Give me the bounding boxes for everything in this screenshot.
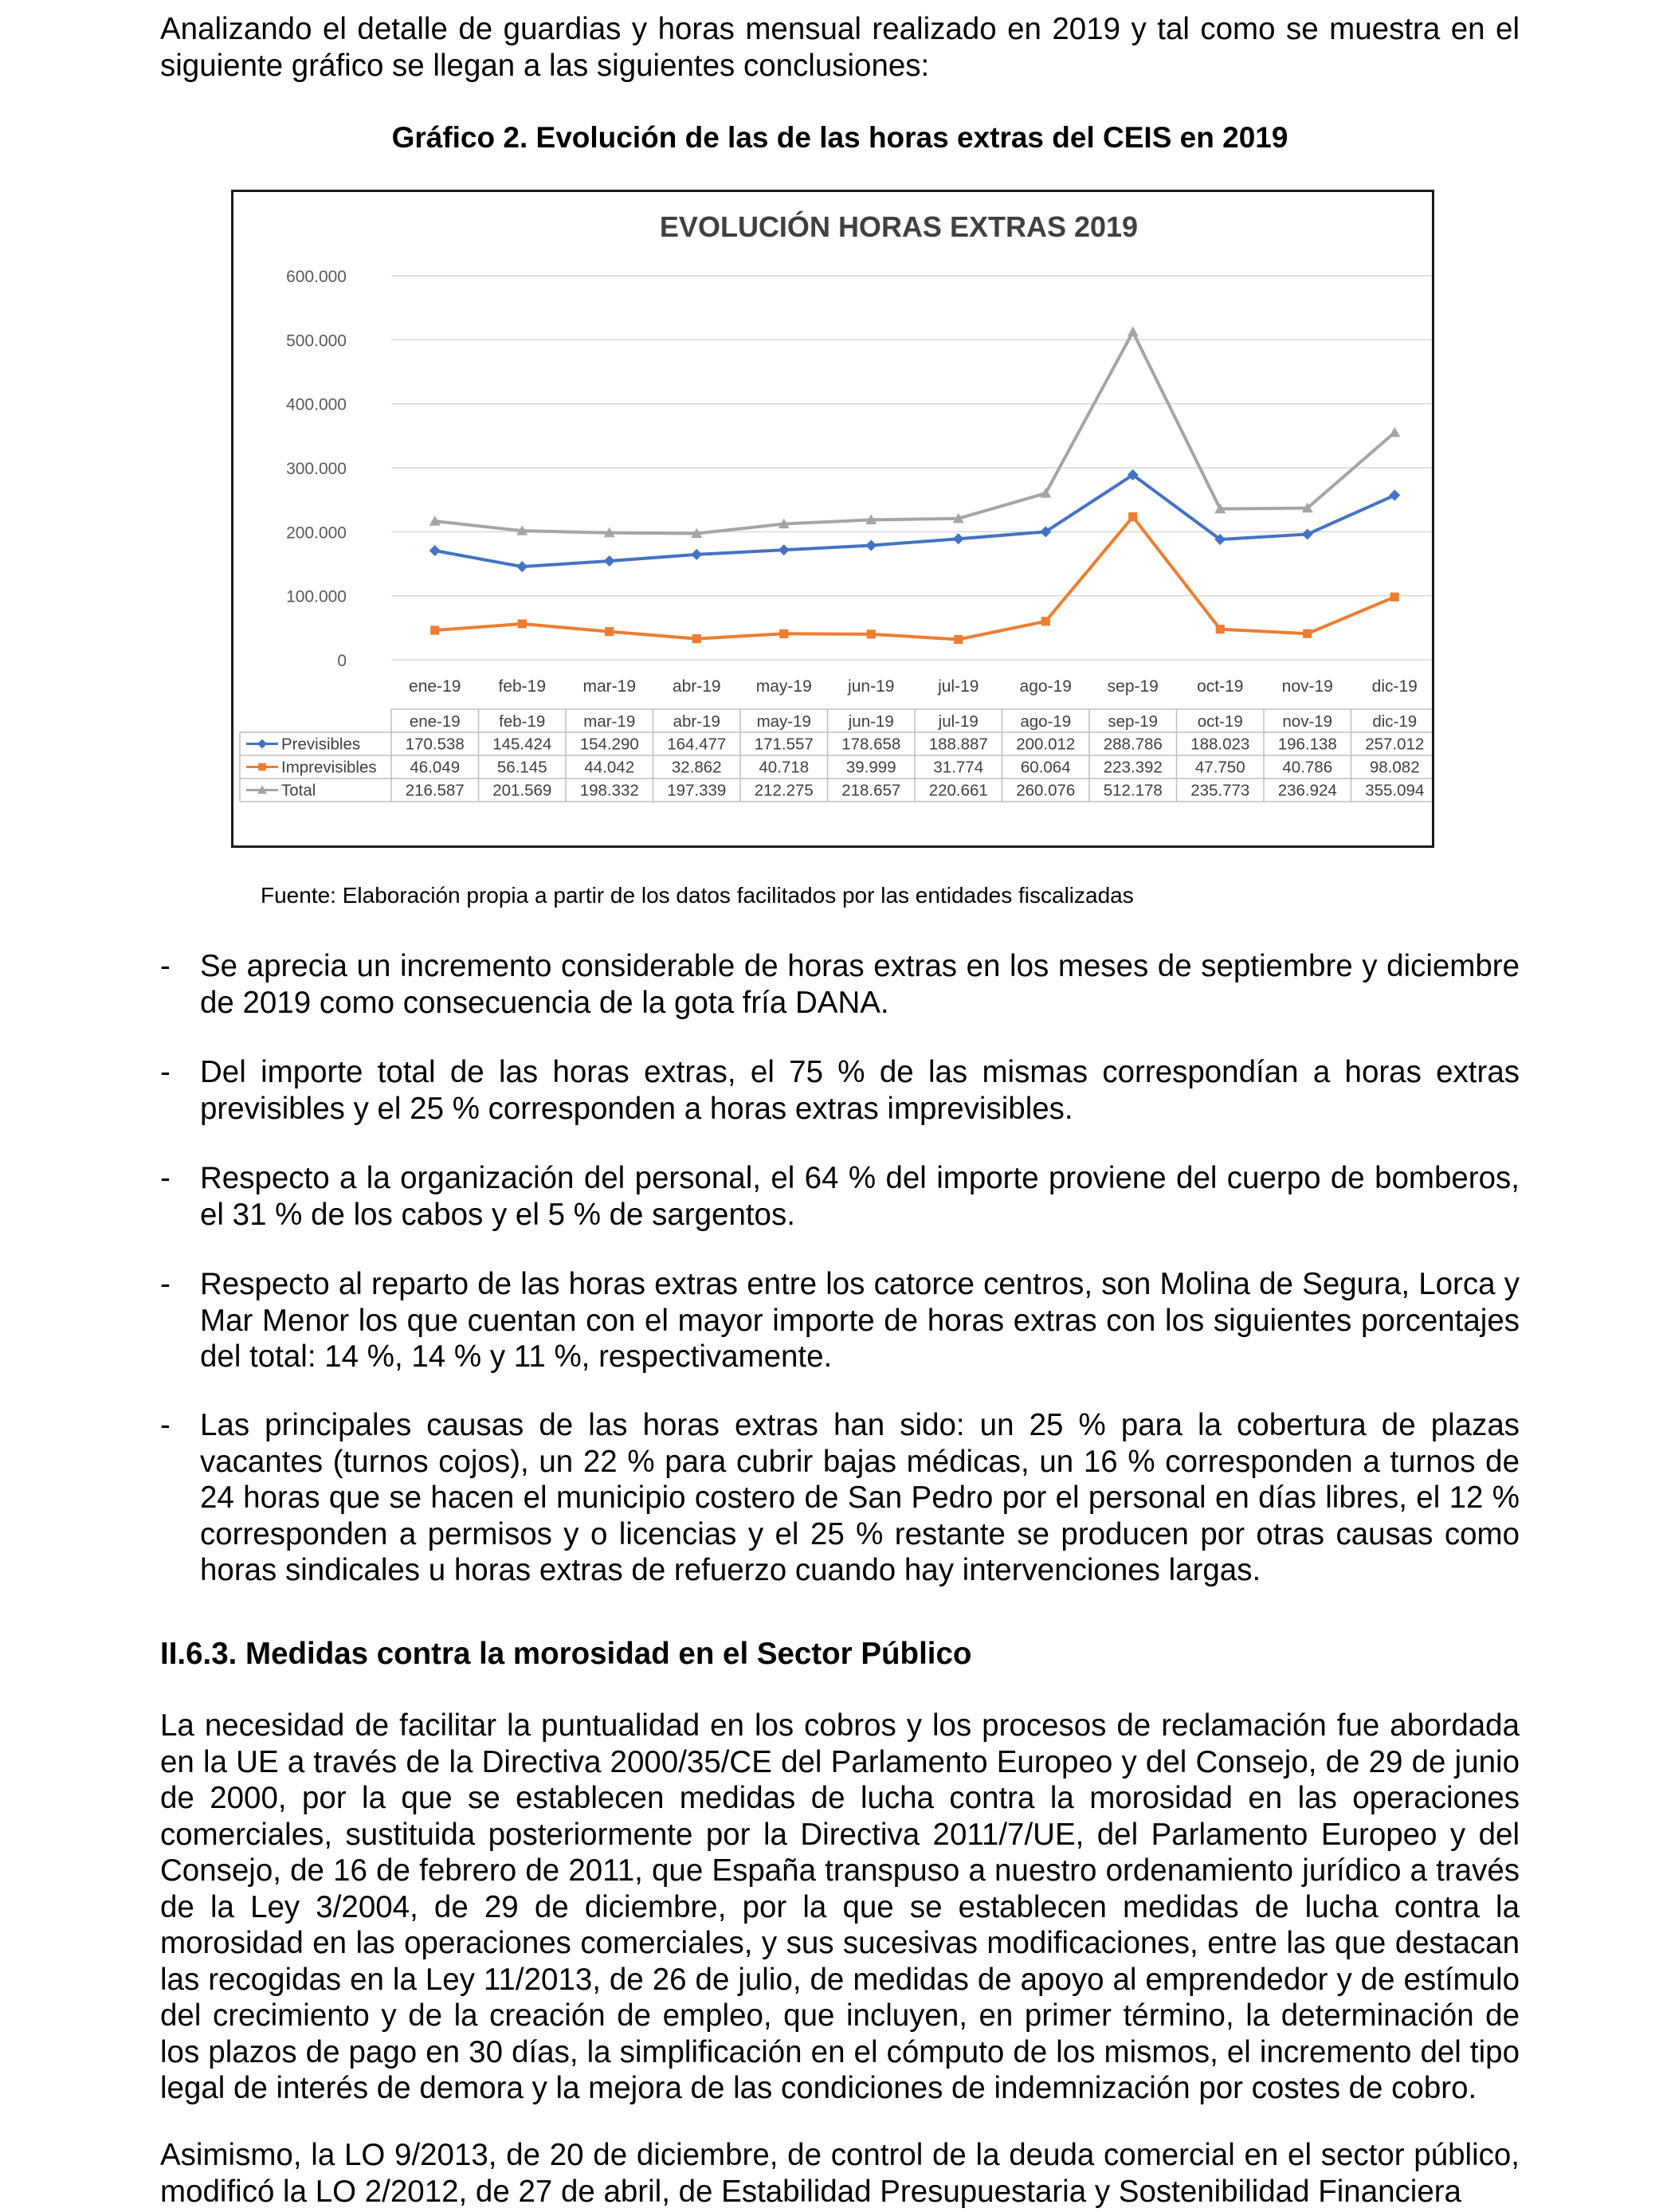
data-point: [516, 561, 528, 572]
bullet-item: [160, 948, 1520, 1021]
series-line: [435, 517, 1395, 640]
legend-label: Imprevisibles: [281, 758, 377, 777]
table-value-cell: 164.477: [667, 735, 727, 754]
data-point: [1128, 327, 1139, 337]
chart-title: EVOLUCIÓN HORAS EXTRAS 2019: [659, 210, 1139, 243]
data-point: [1389, 490, 1400, 501]
table-value-cell: 40.786: [1282, 758, 1333, 777]
x-tick-label: dic-19: [1371, 677, 1418, 696]
table-value-cell: 32.862: [671, 758, 722, 777]
table-value-cell: 44.042: [584, 758, 635, 777]
legend-label: Previsibles: [281, 735, 361, 754]
x-tick-label: nov-19: [1281, 677, 1333, 696]
y-tick-label: 200.000: [286, 524, 347, 543]
x-tick-label: mar-19: [582, 677, 637, 696]
table-header-cell: dic-19: [1372, 712, 1418, 731]
table-value-cell: 154.290: [579, 735, 639, 754]
table-header-cell: nov-19: [1282, 712, 1333, 731]
data-point: [865, 539, 877, 551]
legend-swatch-marker: [257, 739, 267, 749]
chart-source-note: Fuente: Elaboración propia a partir de los datos facilitados por las entidades fiscalizadas: [261, 883, 1134, 908]
table-value-cell: 223.392: [1103, 758, 1163, 777]
data-point: [867, 629, 876, 638]
table-value-cell: 220.661: [928, 781, 988, 800]
table-header-cell: ago-19: [1020, 712, 1072, 731]
bullet-item: [160, 1266, 1520, 1375]
table-value-cell: 200.012: [1016, 735, 1076, 754]
table-value-cell: 355.094: [1365, 781, 1425, 800]
data-point: [604, 555, 615, 567]
data-point: [779, 629, 788, 638]
table-header-cell: jun-19: [848, 712, 894, 731]
y-tick-label: 600.000: [286, 268, 347, 286]
table-header-cell: jul-19: [938, 712, 979, 731]
table-value-cell: 288.786: [1103, 735, 1163, 754]
bullet-dash: -: [160, 1055, 171, 1089]
data-point: [429, 545, 441, 556]
y-tick-label: 0: [337, 652, 347, 670]
table-header-cell: oct-19: [1197, 712, 1243, 731]
bullet-dash: -: [160, 949, 171, 983]
table-value-cell: 56.145: [496, 758, 547, 777]
data-point: [691, 549, 702, 560]
y-tick-label: 300.000: [286, 460, 347, 478]
table-value-cell: 212.275: [754, 781, 814, 800]
table-value-cell: 178.658: [841, 735, 901, 754]
chart-caption: Gráfico 2. Evolución de las de las horas extras del CEIS en 2019: [391, 121, 1288, 154]
table-value-cell: 257.012: [1365, 735, 1425, 754]
table-header-cell: mar-19: [583, 712, 636, 731]
bullet-text: Las principales causas de las horas extras han sido: un 25 % para la cobertura de plazas vacantes (turnos cojos), un 22 % para cubrir bajas médicas, un 16 % corresponden a turnos de 24 horas que se hacen el municipio costero de San Pedro por el personal en días libres, el 12 % corresponden a permisos y o licencias y el 25 % restante se producen por otras causas como horas sindicales u horas extras de refuerzo cuando hay intervenciones largas.: [200, 1408, 1520, 1587]
table-value-cell: 46.049: [410, 758, 461, 777]
y-tick-label: 500.000: [286, 331, 347, 351]
table-value-cell: 260.076: [1016, 781, 1076, 800]
table-value-cell: 39.999: [845, 758, 896, 777]
table-value-cell: 236.924: [1277, 781, 1337, 800]
body-paragraph: Asimismo, la LO 9/2013, de 20 de diciembre, de control de la deuda comercial en el sector público, modificó la LO 2/2012, de 27 de abril, de Estabilidad Presupuestaria y Sostenibilidad Financiera: [160, 2138, 1520, 2209]
table-value-cell: 512.178: [1103, 781, 1163, 800]
table-header-cell: may-19: [756, 712, 811, 731]
x-tick-label: feb-19: [498, 677, 547, 696]
table-value-cell: 145.424: [492, 735, 552, 754]
bullet-text: Respecto al reparto de las horas extras entre los catorce centros, son Molina de Segura, Lorca y Mar Menor los que cuentan con el mayor importe de horas extras con los siguientes porcentajes del total: 14 %, 14 % y 11 %, respectivamente.: [200, 1267, 1520, 1374]
data-point: [953, 533, 964, 544]
table-value-cell: 188.887: [928, 735, 988, 754]
body-paragraph: La necesidad de facilitar la puntualidad en los cobros y los procesos de reclamación fue abordada en la UE a través de la Directiva 2000/35/CE del Parlamento Europeo y del Consejo, de 29 de junio de 2000, por la que se establecen medidas de lucha contra la morosidad en las operaciones comerciales, sustituida posteriormente por la Directiva 2011/7/UE, del Parlamento Europeo y del Consejo, de 16 de febrero de 2011, que España transpuso a nuestro ordenamiento jurídico a través de la Ley 3/2004, de 29 de diciembre, por la que se establecen medidas de lucha contra la morosidad en las operaciones comerciales, y sus sucesivas modificaciones, entre las que destacan las recogidas en la Ley 11/2013, de 26 de julio, de medidas de apoyo al emprendedor y de estímulo del crecimiento y de la creación de empleo, que incluyen, en primer término, la determinación de los plazos de pago en 30 días, la simplificación en el cómputo de los mismos, el incremento del tipo legal de interés de demora y la mejora de las condiciones de indemnización por costes de cobro.: [160, 1708, 1520, 2105]
table-value-cell: 40.718: [759, 758, 810, 777]
x-tick-label: jun-19: [848, 677, 895, 696]
bullet-text: Respecto a la organización del personal, el 64 % del importe proviene del cuerpo de bomberos, el 31 % de los cabos y el 5 % de sargentos.: [200, 1161, 1520, 1232]
x-tick-label: may-19: [755, 677, 812, 696]
hours-line-chart: [233, 192, 1432, 845]
table-value-cell: 197.339: [667, 781, 727, 800]
data-point: [1389, 427, 1400, 437]
bullet-item: [160, 1054, 1520, 1127]
series-line: [435, 332, 1395, 534]
bullet-dash: -: [160, 1267, 171, 1301]
data-point: [692, 634, 701, 643]
table-value-cell: 171.557: [754, 735, 814, 754]
data-point: [1303, 629, 1312, 638]
data-point: [1302, 528, 1313, 539]
table-value-cell: 188.023: [1190, 735, 1250, 754]
x-tick-label: ene-19: [409, 677, 461, 696]
table-value-cell: 235.773: [1190, 781, 1250, 800]
section-heading: II.6.3. Medidas contra la morosidad en el Sector Público: [160, 1637, 972, 1671]
bullet-item: [160, 1407, 1520, 1589]
x-tick-label: abr-19: [672, 677, 721, 696]
data-point: [605, 627, 614, 636]
bullet-text: Se aprecia un incremento considerable de horas extras en los meses de septiembre y diciembre de 2019 como consecuencia de la gota fría DANA.: [200, 949, 1520, 1020]
data-point: [1390, 593, 1399, 602]
legend-swatch-marker: [258, 763, 266, 771]
y-tick-label: 400.000: [286, 395, 347, 414]
bullet-item: [160, 1160, 1520, 1233]
bullet-text: Del importe total de las horas extras, el 75 % de las mismas correspondían a horas extras previsibles y el 25 % corresponden a horas extras imprevisibles.: [200, 1055, 1520, 1126]
data-point: [518, 619, 527, 628]
bullet-dash: -: [160, 1161, 171, 1195]
data-point: [779, 544, 790, 555]
table-value-cell: 47.750: [1194, 758, 1245, 777]
table-value-cell: 201.569: [492, 781, 552, 800]
bullet-dash: -: [160, 1408, 171, 1442]
table-value-cell: 98.082: [1369, 758, 1420, 777]
table-value-cell: 198.332: [579, 781, 639, 800]
series-line: [435, 475, 1395, 567]
x-tick-label: sep-19: [1107, 677, 1159, 696]
table-value-cell: 60.064: [1020, 758, 1071, 777]
data-point: [1128, 512, 1137, 521]
table-header-cell: sep-19: [1108, 712, 1159, 731]
table-value-cell: 196.138: [1277, 735, 1337, 754]
data-point: [1041, 617, 1050, 626]
table-value-cell: 216.587: [405, 781, 465, 800]
data-point: [954, 635, 963, 644]
table-value-cell: 218.657: [841, 781, 901, 800]
data-point: [1216, 625, 1225, 633]
chart-frame: [231, 190, 1434, 848]
table-header-cell: ene-19: [409, 712, 461, 731]
table-value-cell: 31.774: [933, 758, 984, 777]
table-header-cell: feb-19: [499, 712, 546, 731]
table-value-cell: 170.538: [405, 735, 465, 754]
legend-label: Total: [281, 781, 316, 800]
x-tick-label: ago-19: [1019, 677, 1072, 696]
y-tick-label: 100.000: [286, 587, 347, 606]
data-point: [430, 626, 439, 634]
x-tick-label: jul-19: [938, 677, 979, 696]
intro-paragraph: Analizando el detalle de guardias y horas mensual realizado en 2019 y tal como se muestra en el siguiente gráfico se llegan a las siguientes conclusiones:: [160, 12, 1520, 83]
table-header-cell: abr-19: [673, 712, 720, 731]
x-tick-label: oct-19: [1197, 677, 1244, 696]
